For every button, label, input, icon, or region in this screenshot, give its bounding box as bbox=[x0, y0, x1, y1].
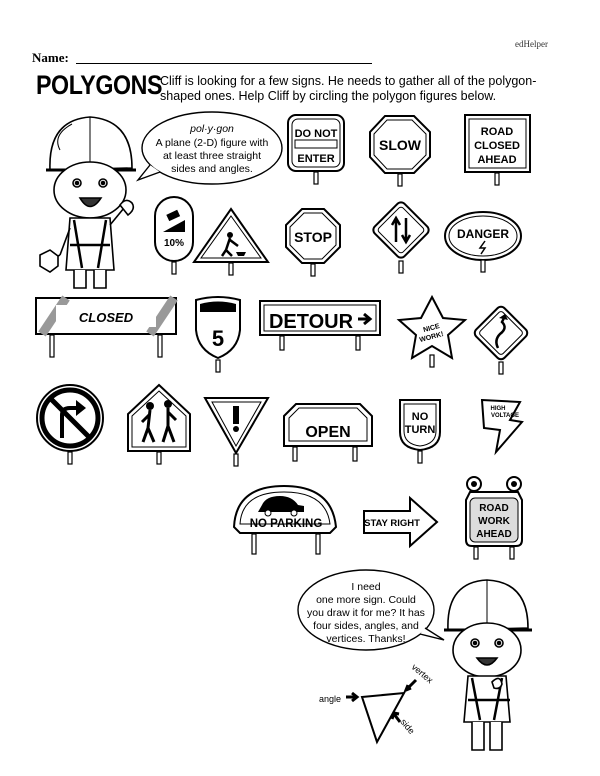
instructions: Cliff is looking for a few signs. He needs to gather all of the polygon-shaped ones. Help Cliff by circling the polygon figures below. bbox=[160, 74, 537, 103]
page-title: POLYGONS bbox=[36, 70, 163, 100]
sign-label: 10% bbox=[163, 238, 185, 249]
sign-closed-barricade[interactable] bbox=[36, 298, 176, 357]
sign-label: VOLTAGE bbox=[490, 413, 520, 419]
sign-no-parking[interactable] bbox=[234, 486, 336, 554]
sign-danger[interactable] bbox=[445, 212, 521, 272]
request-line1: I need bbox=[351, 581, 381, 593]
sign-yield-warning[interactable] bbox=[205, 398, 268, 466]
definition-line2: at least three straight bbox=[162, 150, 262, 162]
request-line2: one more sign. Could bbox=[316, 594, 416, 606]
sign-stay-right[interactable] bbox=[364, 498, 437, 546]
triangle-diagram bbox=[319, 662, 435, 742]
sign-no-turn[interactable] bbox=[400, 400, 440, 463]
sign-label: TURN bbox=[404, 424, 436, 436]
vertex-label: vertex bbox=[409, 661, 435, 686]
sign-label: NO PARKING bbox=[249, 518, 323, 530]
sign-label: NICE bbox=[422, 323, 441, 335]
sign-label: CLOSED bbox=[78, 310, 134, 325]
sign-winding-road[interactable] bbox=[473, 305, 530, 374]
sign-label: ROAD bbox=[480, 126, 514, 138]
definition-term: pol·y·gon bbox=[190, 123, 234, 135]
sign-label: DO NOT bbox=[294, 128, 338, 140]
sign-nice-work-star[interactable] bbox=[399, 297, 465, 367]
side-label: side bbox=[398, 716, 417, 736]
request-line5: vertices. Thanks! bbox=[326, 633, 406, 645]
sign-road-work-ahead[interactable] bbox=[466, 477, 522, 559]
angle-label: angle bbox=[319, 694, 342, 704]
sign-slow[interactable] bbox=[370, 116, 430, 186]
sign-school-crossing[interactable] bbox=[128, 385, 190, 464]
sign-label: WORK bbox=[478, 516, 510, 527]
sign-label: CLOSED bbox=[474, 140, 520, 152]
sign-label: OPEN bbox=[305, 424, 351, 441]
sign-do-not-enter[interactable] bbox=[288, 115, 344, 184]
sign-label: ENTER bbox=[297, 153, 335, 165]
sign-label: 5 bbox=[211, 326, 225, 351]
brand-label: edHelper bbox=[515, 39, 548, 49]
definition-bubble bbox=[138, 112, 282, 184]
name-label: Name: bbox=[32, 50, 69, 65]
sign-interstate-5[interactable] bbox=[196, 297, 240, 372]
definition-line1: A plane (2-D) figure with bbox=[155, 137, 269, 149]
sign-road-closed-ahead[interactable] bbox=[465, 115, 530, 185]
sign-detour[interactable] bbox=[260, 301, 380, 350]
sign-label: DETOUR bbox=[268, 311, 354, 333]
request-line3: you draw it for me? It has bbox=[307, 607, 425, 619]
sign-high-voltage[interactable] bbox=[482, 400, 522, 452]
sign-no-right-turn[interactable] bbox=[37, 385, 103, 464]
sign-label: NO bbox=[411, 411, 429, 423]
request-line4: four sides, angles, and bbox=[313, 620, 419, 632]
sign-two-way-traffic[interactable] bbox=[371, 200, 430, 273]
sign-label: STAY RIGHT bbox=[364, 518, 420, 529]
sign-label: STOP bbox=[294, 229, 332, 245]
sign-label: SLOW bbox=[379, 137, 421, 153]
sign-label: DANGER bbox=[456, 227, 510, 241]
sign-label: AHEAD bbox=[476, 529, 512, 540]
sign-label: ROAD bbox=[479, 503, 509, 514]
definition-line3: sides and angles. bbox=[171, 163, 253, 175]
sign-label: HIGH bbox=[490, 406, 506, 412]
worker-illustration-top bbox=[40, 117, 136, 288]
sign-grade-10-percent[interactable] bbox=[155, 197, 193, 274]
worker-illustration-bottom bbox=[444, 580, 532, 750]
sign-men-working[interactable] bbox=[194, 209, 268, 275]
sign-stop[interactable] bbox=[286, 209, 340, 276]
sign-label: AHEAD bbox=[477, 154, 517, 166]
sign-label: WORK! bbox=[418, 330, 445, 345]
sign-open[interactable] bbox=[284, 404, 372, 461]
request-bubble bbox=[298, 570, 444, 650]
